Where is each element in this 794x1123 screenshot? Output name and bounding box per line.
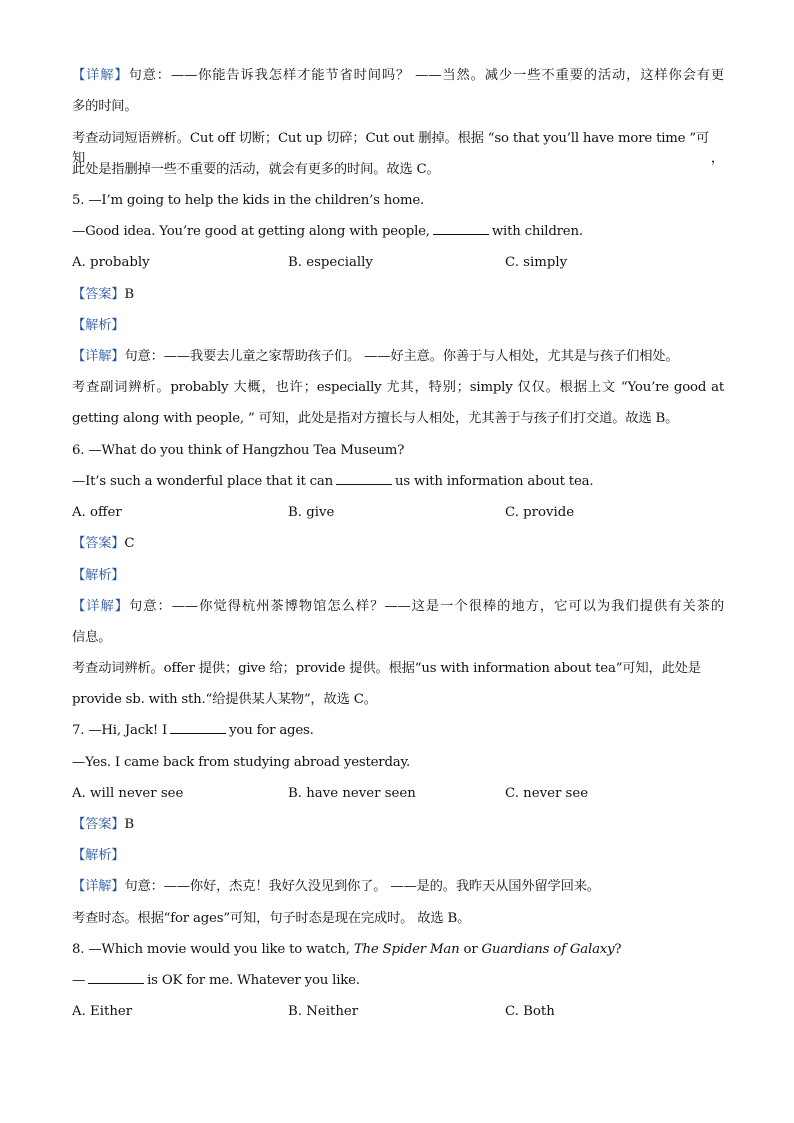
q6-option-c: C. provide — [505, 505, 575, 520]
answer-blank — [336, 472, 392, 485]
q6-option-b: B. give — [288, 505, 335, 520]
q5-detail: 【详解】句意：——我要去儿童之家帮助孩子们。 ——好主意。你善于与人相处，尤其是与孩子们相处。 — [72, 349, 679, 364]
q7-analysis-label: 【解析】 — [72, 848, 125, 863]
q4-detail-line2: 多的时间。 — [72, 99, 138, 114]
q5-option-c: C. simply — [505, 255, 568, 270]
q7-option-b: B. have never seen — [288, 786, 416, 801]
q4-explanation-line2: 此处是指删掉一些不重要的活动，就会有更多的时间。故选 C。 — [72, 162, 440, 177]
q6-detail-line2: 信息。 — [72, 630, 112, 645]
q8-line2: — is OK for me. Whatever you like. — [72, 973, 360, 988]
answer-blank — [88, 971, 144, 984]
q5-option-b: B. especially — [288, 255, 373, 270]
q6-answer: 【答案】C — [72, 536, 135, 551]
movie-title-2: Guardians of Galaxy — [481, 942, 615, 957]
q7-line2: —Yes. I came back from studying abroad yesterday. — [72, 755, 411, 770]
answer-blank — [170, 721, 226, 734]
q7-stem: 7. —Hi, Jack! I you for ages. — [72, 723, 314, 738]
q7-option-c: C. never see — [505, 786, 589, 801]
q5-explanation-line2: getting along with people, ” 可知，此处是指对方擅长与人相处，尤其善于与孩子们打交道。故选 B。 — [72, 411, 679, 426]
movie-title-1: The Spider Man — [353, 942, 460, 957]
q6-detail-line1: 【详解】句意：——你觉得杭州茶博物馆怎么样？——这是一个很棒的地方，它可以为我们提供有关茶的 — [72, 599, 724, 614]
q5-answer: 【答案】B — [72, 287, 134, 302]
q6-option-a: A. offer — [72, 505, 122, 520]
q6-stem: 6. —What do you think of Hangzhou Tea Museum? — [72, 443, 405, 458]
q7-answer: 【答案】B — [72, 817, 134, 832]
q5-line2: —Good idea. You’re good at getting along with people, with children. — [72, 224, 583, 239]
q8-option-b: B. Neither — [288, 1004, 359, 1019]
q5-explanation-line1: 考查副词辨析。probably 大概，也许；especially 尤其，特别；simply 仅仅。根据上文 “You’re good at — [72, 380, 724, 395]
answer-blank — [433, 222, 489, 235]
q6-analysis-label: 【解析】 — [72, 568, 125, 583]
q8-option-a: A. Either — [72, 1004, 133, 1019]
q8-stem: 8. —Which movie would you like to watch, The Spider Man or Guardians of Galaxy? — [72, 942, 622, 957]
q6-explanation-line2: provide sb. with sth.“给提供某人某物”，故选 C。 — [72, 692, 377, 707]
q4-explanation-line1: 考查动词短语辨析。Cut off 切断；Cut up 切碎；Cut out 删掉。根据 “so that you’ll have more time ”可知， — [72, 131, 724, 166]
q5-analysis-label: 【解析】 — [72, 318, 125, 333]
q6-line2: —It’s such a wonderful place that it can us with information about tea. — [72, 474, 594, 489]
q4-detail-line1: 【详解】句意：——你能告诉我怎样才能节省时间吗？ ——当然。减少一些不重要的活动，这样你会有更 — [72, 68, 724, 83]
q5-stem: 5. —I’m going to help the kids in the children’s home. — [72, 193, 425, 208]
q6-explanation-line1: 考查动词辨析。offer 提供；give 给；provide 提供。根据“us with information about tea”可知，此处是 — [72, 661, 701, 676]
q7-detail: 【详解】句意：——你好，杰克！我好久没见到你了。 ——是的。我昨天从国外留学回来。 — [72, 879, 600, 894]
q7-option-a: A. will never see — [72, 786, 184, 801]
q5-option-a: A. probably — [72, 255, 150, 270]
q8-option-c: C. Both — [505, 1004, 555, 1019]
q7-explanation: 考查时态。根据“for ages”可知，句子时态是现在完成时。 故选 B。 — [72, 911, 471, 926]
detail-label: 【详解】 — [72, 68, 129, 83]
